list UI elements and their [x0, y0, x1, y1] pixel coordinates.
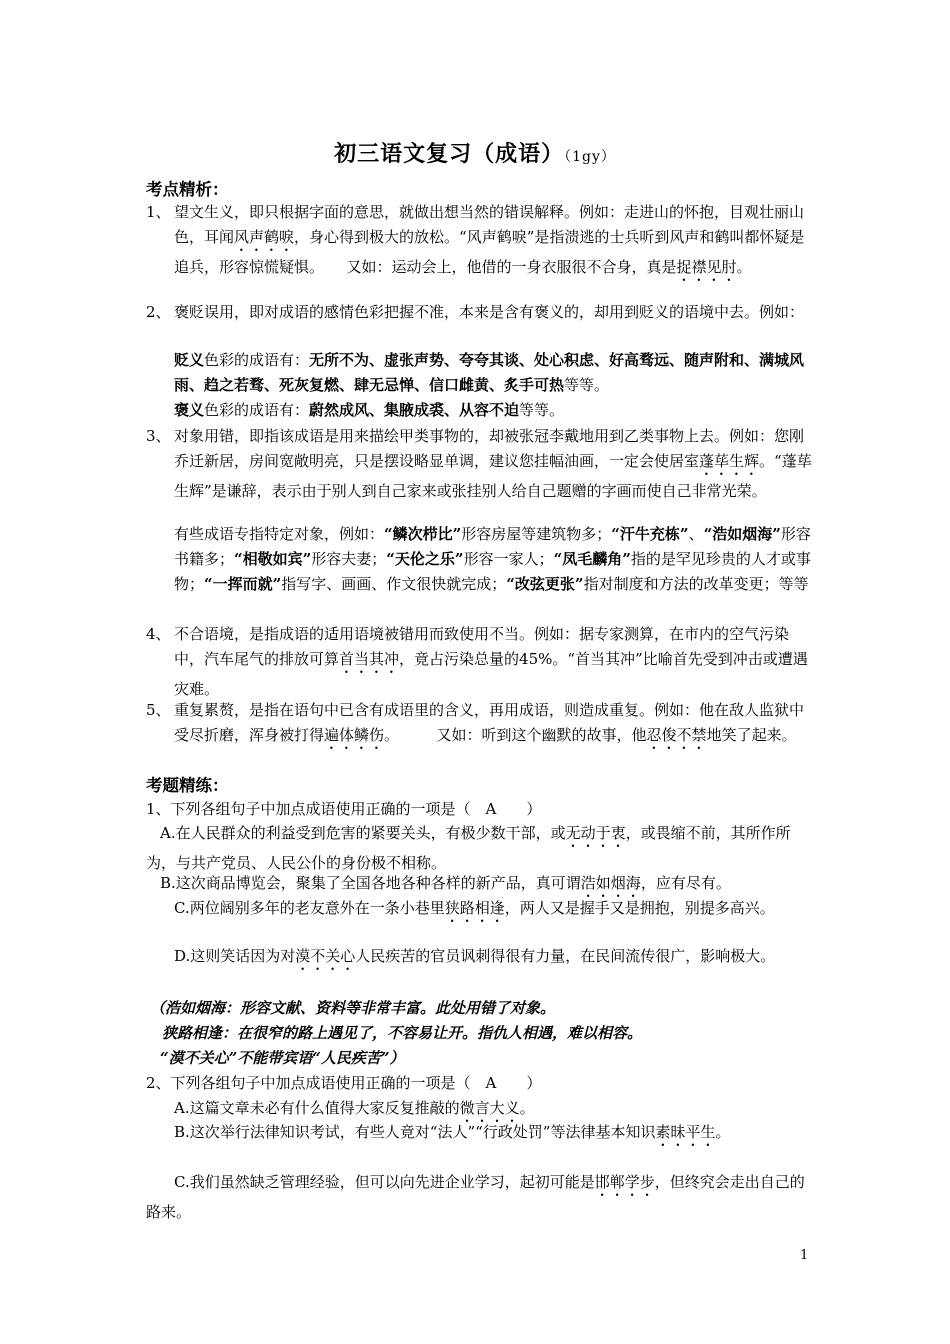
text-run: 。: [736, 258, 752, 276]
text-run: 指写字、画画、作文很快就完成；: [281, 575, 507, 593]
section-heading-exercises: 考题精练：: [146, 776, 229, 795]
page-number: 1: [800, 1248, 809, 1263]
text-run: 不合语境，是指成语的适用语境被错用而致使用不当。例如：据专家测算，在市内的空气污染中，汽车尾气的排放可算: [174, 625, 790, 668]
text-run: ，应有尽有。: [640, 874, 731, 892]
text-run: D.这则笑话因为对: [174, 947, 296, 965]
title-main: 初三语文复习（成语）: [334, 141, 565, 167]
text-run: ，竟占污染总量的45%。“首当其冲”比喻首先受到冲击或遭遇灾难。: [174, 650, 808, 698]
question-2-stem: 2、下列各组句子中加点成语使用正确的一项是（ A ）: [146, 1074, 542, 1092]
text-run: 有些成语专指特定对象，例如：: [174, 525, 385, 543]
text-run: ，但终究会走出自己的路来。: [146, 1173, 805, 1221]
text-run: 人民疾苦的官员讽刺得很有力量，在民间流传很广，影响极大。: [355, 947, 776, 965]
question-1-explanation-1: （浩如烟海：形容文献、资料等非常丰富。此处用错了对象。: [150, 999, 556, 1017]
bold-text: 蔚然成风、集腋成裘、从容不迫: [309, 401, 520, 419]
title-suffix: （1gy）: [564, 149, 616, 165]
commendatory-idioms: [174, 398, 814, 423]
text-run: 。“蓬荜生辉”是谦辞，表示由于别人到自己家来或张挂别人给自己题赠的字画而使自己非常光荣。: [174, 452, 812, 500]
point-body: [174, 300, 814, 325]
text-run: 。: [519, 1099, 535, 1117]
point-body: [174, 424, 814, 504]
text-run: 。: [715, 1123, 731, 1141]
dotted-idiom: 捉襟见肘: [676, 258, 737, 276]
dotted-idiom: 浩如烟海: [580, 874, 641, 892]
text-run: ，身心得到极大的放松。“风声鹤唳”是指溃逃的士兵听到风声和鹤叫都怀疑是追兵，形容惊慌疑惧。 又如：运动会上，他借的一身衣服很不合身，真是: [174, 228, 805, 276]
bold-text: “天伦之乐”: [386, 550, 464, 568]
question-1-option-a: [146, 821, 814, 876]
text-run: 指对制度和方法的改革变更；等等: [583, 575, 809, 593]
point-body: [174, 622, 814, 702]
bold-text: “浩如烟海”: [703, 525, 781, 543]
dotted-idiom: 风声鹤唳: [234, 228, 295, 246]
question-1-explanation-2: 狭路相逢：在很窄的路上遇见了，不容易让开。指仇人相遇，难以相容。: [162, 1024, 643, 1042]
text-run: C.我们虽然缺乏管理经验，但可以向先进企业学习，起初可能是: [174, 1173, 595, 1191]
point-2: [146, 300, 814, 325]
text-run: 等等。: [519, 401, 565, 419]
bold-text: “改弦更张”: [506, 575, 584, 593]
bold-text: “鳞次栉比”: [384, 525, 462, 543]
question-1-option-d: [146, 944, 814, 974]
text-run: B.这次商品博览会，聚集了全国各地各种各样的新产品，真可谓: [160, 874, 581, 892]
text-run: 形容书籍多；: [174, 525, 811, 568]
point-5: [146, 698, 814, 753]
bold-text: “汗牛充栋”: [611, 525, 689, 543]
text-run: ，或畏缩不前，其所作所为，与共产党员、人民公仆的身份极不相称。: [146, 824, 791, 872]
text-run: ，两人又是握手又是拥抱，别提多高兴。: [504, 899, 775, 917]
text-run: 等等。: [564, 376, 610, 394]
section-heading-analysis: 考点精析：: [146, 180, 229, 199]
dotted-idiom: 忍俊不禁: [646, 726, 707, 744]
dotted-idiom: 邯郸学步: [594, 1173, 655, 1191]
bold-text: 贬义: [174, 351, 205, 369]
text-run: 重复累赘，是指在语句中已含有成语里的含义，再用成语，则造成重复。例如：他在敌人监狱中受尽折磨，浑身被打得: [174, 701, 805, 744]
text-run: B.这次举行法律知识考试，有些人竟对“法人”“行政处罚”等法律基本知识: [174, 1123, 656, 1141]
question-2-option-c: [146, 1170, 814, 1225]
point-number: 5、: [146, 701, 171, 719]
text-run: 形容一家人；: [463, 550, 554, 568]
dotted-idiom: 蓬荜生辉: [699, 452, 760, 470]
bold-text: 无所不为、虚张声势、夸夸其谈、处心积虑、好高骛远、随声附和、满城风雨、趋之若骛、死灰复燃、肆无忌惮、信口雌黄、炙手可热: [174, 351, 805, 394]
point-number: 4、: [146, 625, 171, 643]
text-run: 望文生义，即只根据字面的意思，就做出想当然的错误解释。例如：走进山的怀抱，目观壮丽山色，耳闻: [174, 203, 805, 246]
dotted-idiom: 遍体鳞伤: [324, 726, 385, 744]
point-body: [174, 200, 814, 285]
bold-text: “一挥而就”: [204, 575, 282, 593]
dotted-idiom: 微言大义: [459, 1099, 520, 1117]
question-2-option-b: [146, 1120, 814, 1150]
text-run: A.这篇文章未必有什么值得大家反复推敲的: [174, 1099, 460, 1117]
bold-text: “凤毛麟角”: [553, 550, 631, 568]
specific-object-idioms: [174, 522, 814, 597]
derogatory-idioms: [174, 348, 814, 398]
dotted-idiom: 狭路相逢: [444, 899, 505, 917]
bold-text: “相敬如宾”: [234, 550, 312, 568]
text-run: 色彩的成语有：: [204, 401, 310, 419]
text-run: 。 又如：听到这个幽默的故事，他: [384, 726, 647, 744]
text-run: C.两位阔别多年的老友意外在一条小巷里: [174, 899, 445, 917]
text-run: 对象用错，即指该成语是用来描绘甲类事物的，却被张冠李戴地用到乙类事物上去。例如：您刚乔迁新居，房间宽敞明亮，只是摆设略显单调，建议您挂幅油画，一定会使居室: [174, 427, 805, 470]
text-run: 色彩的成语有：: [204, 351, 310, 369]
point-4: [146, 622, 814, 702]
point-number: 2、: [146, 303, 171, 321]
text-run: 褒贬误用，即对成语的感情色彩把握不准，本来是含有褒义的，却用到贬义的语境中去。例如：: [174, 303, 805, 321]
dotted-idiom: 素昧平生: [655, 1123, 716, 1141]
page-title: [0, 137, 950, 168]
bold-text: 褒义: [174, 401, 205, 419]
point-1: [146, 200, 814, 285]
question-1-explanation-3: “漠不关心”不能带宾语“人民疾苦”）: [160, 1049, 405, 1067]
dotted-idiom: 漠不关心: [295, 947, 356, 965]
text-run: 、: [688, 525, 704, 543]
text-run: A.在人民群众的利益受到危害的紧要关头，有极少数干部，或: [160, 824, 566, 842]
text-run: 形容房屋等建筑物多；: [461, 525, 612, 543]
point-number: 3、: [146, 427, 171, 445]
dotted-idiom: 无动于衷: [565, 824, 626, 842]
point-body: [174, 698, 814, 753]
text-run: 指的是罕见珍贵的人才或事物；: [174, 550, 811, 593]
point-number: 1、: [146, 203, 171, 221]
question-1-option-c: [146, 896, 814, 926]
question-1-stem: 1、下列各组句子中加点成语使用正确的一项是（ A ）: [146, 800, 542, 818]
text-run: 地笑了起来。: [706, 726, 797, 744]
point-3: [146, 424, 814, 504]
dotted-idiom: 首当其冲: [339, 650, 400, 668]
text-run: 形容夫妻；: [311, 550, 387, 568]
